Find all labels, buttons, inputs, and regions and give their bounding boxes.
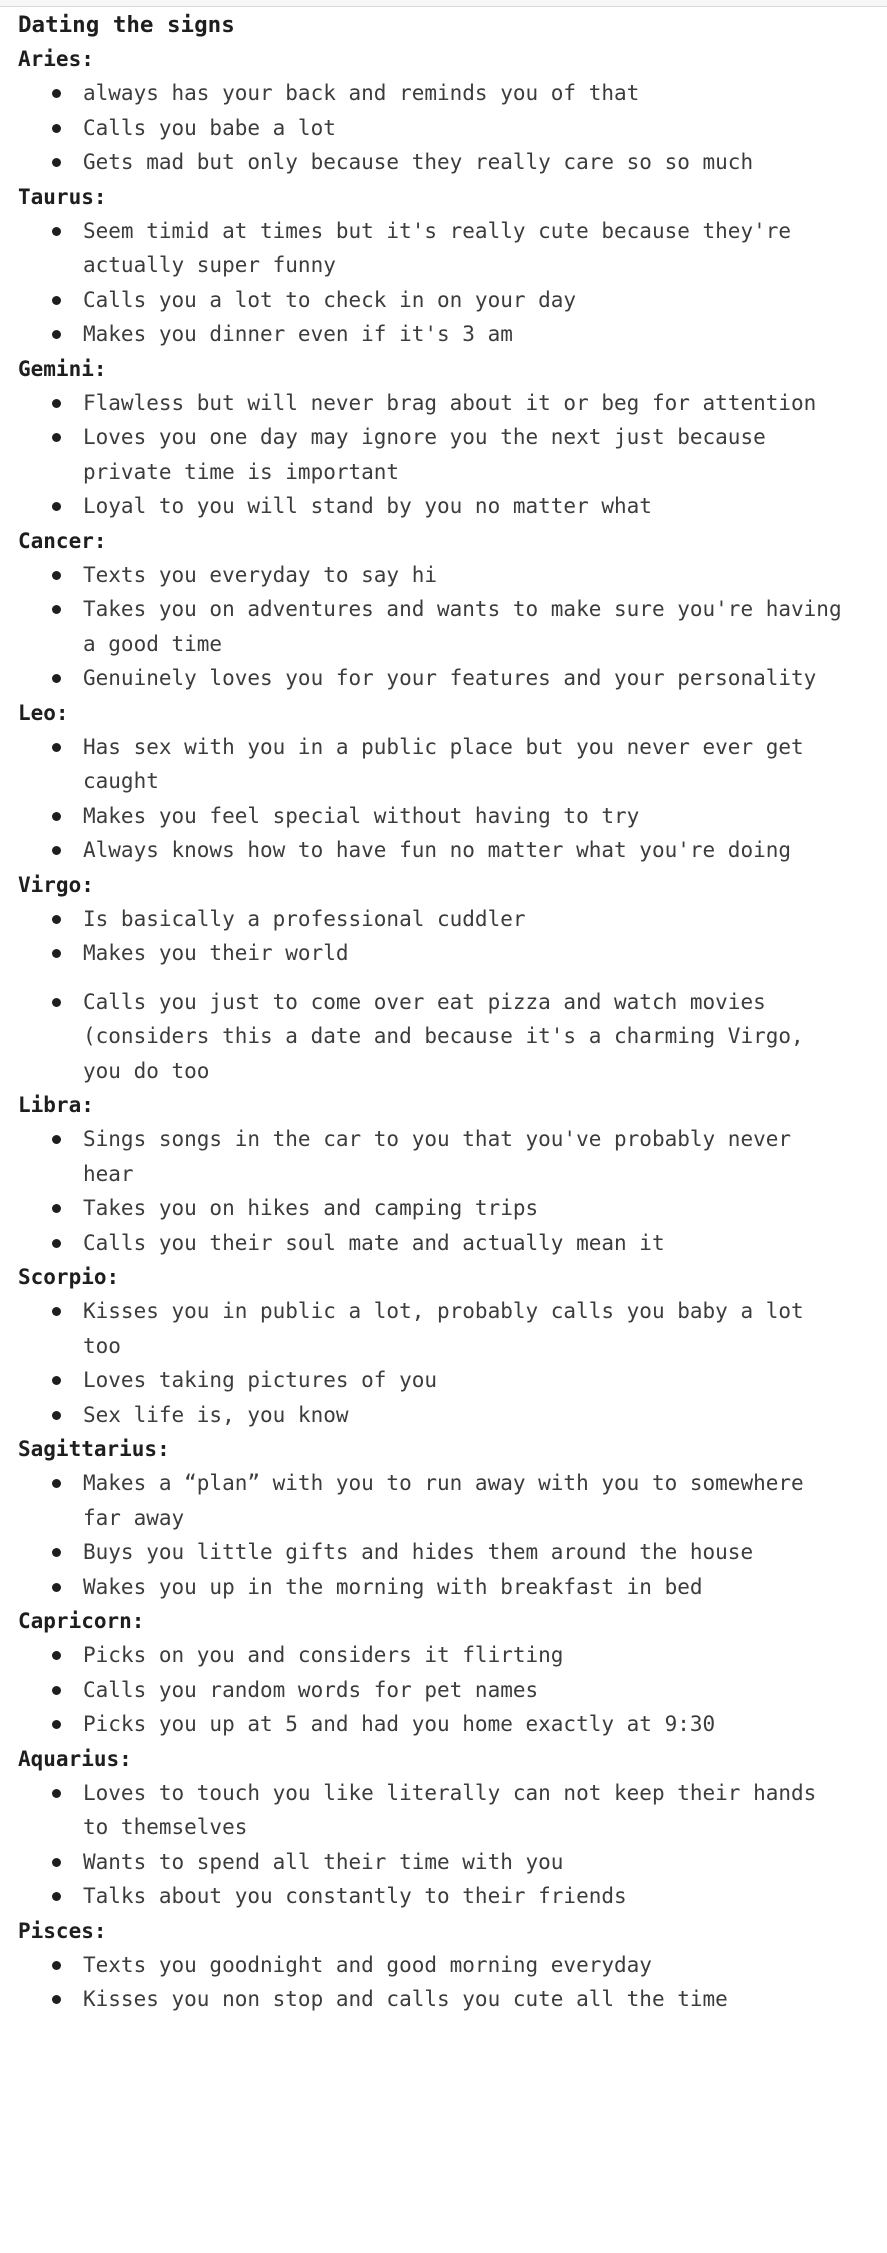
list-item	[18, 1398, 843, 1433]
list-item	[18, 1226, 843, 1261]
trait-list	[18, 1638, 878, 1742]
bullet-icon	[52, 502, 61, 511]
list-item	[18, 214, 843, 283]
trait-text: Loyal to you will stand by you no matter what	[83, 494, 652, 518]
trait-text: Picks on you and considers it flirting	[83, 1643, 564, 1667]
bullet-icon	[52, 227, 61, 236]
sign-heading: Leo:	[18, 700, 69, 725]
list-item	[18, 283, 843, 318]
bullet-icon	[52, 1307, 61, 1316]
list-item	[18, 902, 843, 937]
list-item	[18, 489, 843, 524]
list-item	[18, 1191, 843, 1226]
bullet-icon	[52, 1548, 61, 1557]
bullet-icon	[52, 998, 61, 1007]
list-item	[18, 730, 843, 799]
list-item	[18, 111, 843, 146]
list-item	[18, 936, 843, 971]
sign-heading: Virgo:	[18, 872, 94, 897]
trait-text: Takes you on hikes and camping trips	[83, 1196, 539, 1220]
trait-text: Makes you feel special without having to try	[83, 803, 640, 828]
sign-heading: Capricorn:	[18, 1609, 145, 1633]
sign-section	[18, 1260, 878, 1432]
list-item	[18, 1707, 843, 1742]
list-item	[18, 1294, 843, 1363]
list-item	[18, 1363, 843, 1398]
bullet-icon	[52, 1686, 61, 1695]
sign-heading: Taurus:	[18, 184, 107, 209]
sign-section	[18, 696, 878, 868]
trait-list	[18, 1948, 878, 2017]
signs-list	[18, 42, 878, 2017]
bullet-icon	[52, 1858, 61, 1867]
sign-section	[18, 352, 878, 524]
trait-list	[18, 76, 878, 180]
bullet-icon	[52, 915, 61, 924]
bullet-icon	[52, 1995, 61, 2004]
trait-text: always has your back and reminds you of that	[83, 81, 640, 105]
bullet-icon	[52, 399, 61, 408]
sign-heading: Gemini:	[18, 356, 107, 381]
trait-text: Sex life is, you know	[83, 1402, 349, 1427]
bullet-icon	[52, 158, 61, 167]
bullet-icon	[52, 1239, 61, 1248]
bullet-icon	[52, 571, 61, 580]
list-item	[18, 985, 843, 1089]
sign-heading: Cancer:	[18, 528, 107, 553]
list-item	[18, 661, 843, 696]
list-item	[18, 833, 843, 868]
trait-text: Loves taking pictures of you	[83, 1368, 438, 1392]
bullet-icon	[52, 1411, 61, 1420]
trait-text: Kisses you in public a lot, probably calls you baby a lot too	[83, 1299, 804, 1358]
list-item	[18, 1638, 843, 1673]
sign-section	[18, 42, 878, 180]
trait-text: Calls you a lot to check in on your day	[83, 287, 577, 312]
trait-text: Has sex with you in a public place but you never ever get caught	[83, 734, 804, 793]
sign-section	[18, 1088, 878, 1260]
trait-text: Calls you their soul mate and actually mean it	[83, 1230, 665, 1255]
trait-text: Makes a “plan” with you to run away with you to somewhere far away	[83, 1471, 804, 1530]
trait-text: Calls you just to come over eat pizza and watch movies (considers this a date and because it's a charming Virgo, you do too	[83, 989, 804, 1083]
bullet-icon	[52, 1961, 61, 1970]
bullet-icon	[52, 1135, 61, 1144]
trait-text: Genuinely loves you for your features and your personality	[83, 666, 817, 690]
trait-list	[18, 558, 878, 696]
sign-section	[18, 180, 878, 352]
bullet-icon	[52, 433, 61, 442]
sign-section	[18, 868, 878, 1089]
sign-heading: Pisces:	[18, 1918, 107, 1943]
list-item	[18, 1535, 843, 1570]
bullet-icon	[52, 1892, 61, 1901]
trait-text: Wants to spend all their time with you	[83, 1849, 564, 1874]
trait-list	[18, 1466, 878, 1604]
list-item	[18, 1845, 843, 1880]
sign-heading: Aquarius:	[18, 1746, 132, 1771]
top-border	[0, 0, 887, 7]
bullet-icon	[52, 1479, 61, 1488]
list-item	[18, 1673, 843, 1708]
trait-text: Loves to touch you like literally can not keep their hands to themselves	[83, 1780, 817, 1839]
list-item	[18, 1466, 843, 1535]
trait-text: Talks about you constantly to their friends	[83, 1884, 627, 1908]
list-item	[18, 799, 843, 834]
bullet-icon	[52, 812, 61, 821]
sign-section	[18, 1914, 878, 2017]
trait-text: Kisses you non stop and calls you cute all the time	[83, 1987, 728, 2011]
bullet-icon	[52, 605, 61, 614]
list-item	[18, 1570, 843, 1605]
trait-text: Wakes you up in the morning with breakfast in bed	[83, 1574, 703, 1599]
list-item	[18, 76, 843, 111]
sign-heading: Libra:	[18, 1093, 94, 1117]
trait-list	[18, 1294, 878, 1432]
trait-text: Texts you goodnight and good morning everyday	[83, 1952, 652, 1977]
bullet-icon	[52, 330, 61, 339]
sign-heading: Sagittarius:	[18, 1437, 170, 1461]
bullet-icon	[52, 1789, 61, 1798]
bullet-icon	[52, 674, 61, 683]
trait-text: Makes you their world	[83, 941, 349, 965]
trait-list	[18, 1122, 878, 1260]
bullet-icon	[52, 1583, 61, 1592]
trait-list	[18, 386, 878, 524]
sign-section	[18, 524, 878, 696]
bullet-icon	[52, 1204, 61, 1213]
bullet-icon	[52, 89, 61, 98]
trait-list	[18, 902, 878, 1089]
list-item	[18, 592, 843, 661]
list-item	[18, 1879, 843, 1914]
bullet-icon	[52, 949, 61, 958]
sign-section	[18, 1604, 878, 1742]
list-item	[18, 1982, 843, 2017]
trait-text: Calls you babe a lot	[83, 115, 336, 140]
trait-list	[18, 1776, 878, 1914]
trait-text: Sings songs in the car to you that you've probably never hear	[83, 1127, 792, 1186]
bullet-icon	[52, 1376, 61, 1385]
list-item	[18, 420, 843, 489]
page-title: Dating the signs	[18, 12, 235, 38]
trait-text: Always knows how to have fun no matter what you're doing	[83, 838, 792, 862]
list-item	[18, 317, 843, 352]
sign-section	[18, 1742, 878, 1914]
list-item	[18, 1776, 843, 1845]
document	[18, 8, 878, 2017]
list-item	[18, 558, 843, 593]
sign-section	[18, 1432, 878, 1604]
trait-text: Loves you one day may ignore you the next just because private time is important	[83, 425, 766, 484]
trait-text: Is basically a professional cuddler	[83, 906, 526, 931]
list-item	[18, 1122, 843, 1191]
bullet-icon	[52, 1651, 61, 1660]
trait-text: Gets mad but only because they really care so so much	[83, 150, 754, 174]
bullet-icon	[52, 1720, 61, 1729]
trait-text: Makes you dinner even if it's 3 am	[83, 322, 513, 346]
list-item	[18, 386, 843, 421]
list-item	[18, 1948, 843, 1983]
trait-text: Takes you on adventures and wants to make sure you're having a good time	[83, 597, 842, 656]
sign-heading: Scorpio:	[18, 1265, 120, 1289]
trait-text: Calls you random words for pet names	[83, 1677, 539, 1702]
sign-heading: Aries:	[18, 47, 94, 71]
trait-text: Picks you up at 5 and had you home exactly at 9:30	[83, 1712, 716, 1736]
list-item	[18, 145, 843, 180]
trait-text: Buys you little gifts and hides them around the house	[83, 1540, 754, 1564]
trait-list	[18, 730, 878, 868]
bullet-icon	[52, 743, 61, 752]
trait-text: Texts you everyday to say hi	[83, 562, 438, 587]
bullet-icon	[52, 296, 61, 305]
trait-text: Seem timid at times but it's really cute because they're actually super funny	[83, 218, 792, 277]
trait-text: Flawless but will never brag about it or beg for attention	[83, 390, 817, 415]
bullet-icon	[52, 124, 61, 133]
trait-list	[18, 214, 878, 352]
bullet-icon	[52, 846, 61, 855]
